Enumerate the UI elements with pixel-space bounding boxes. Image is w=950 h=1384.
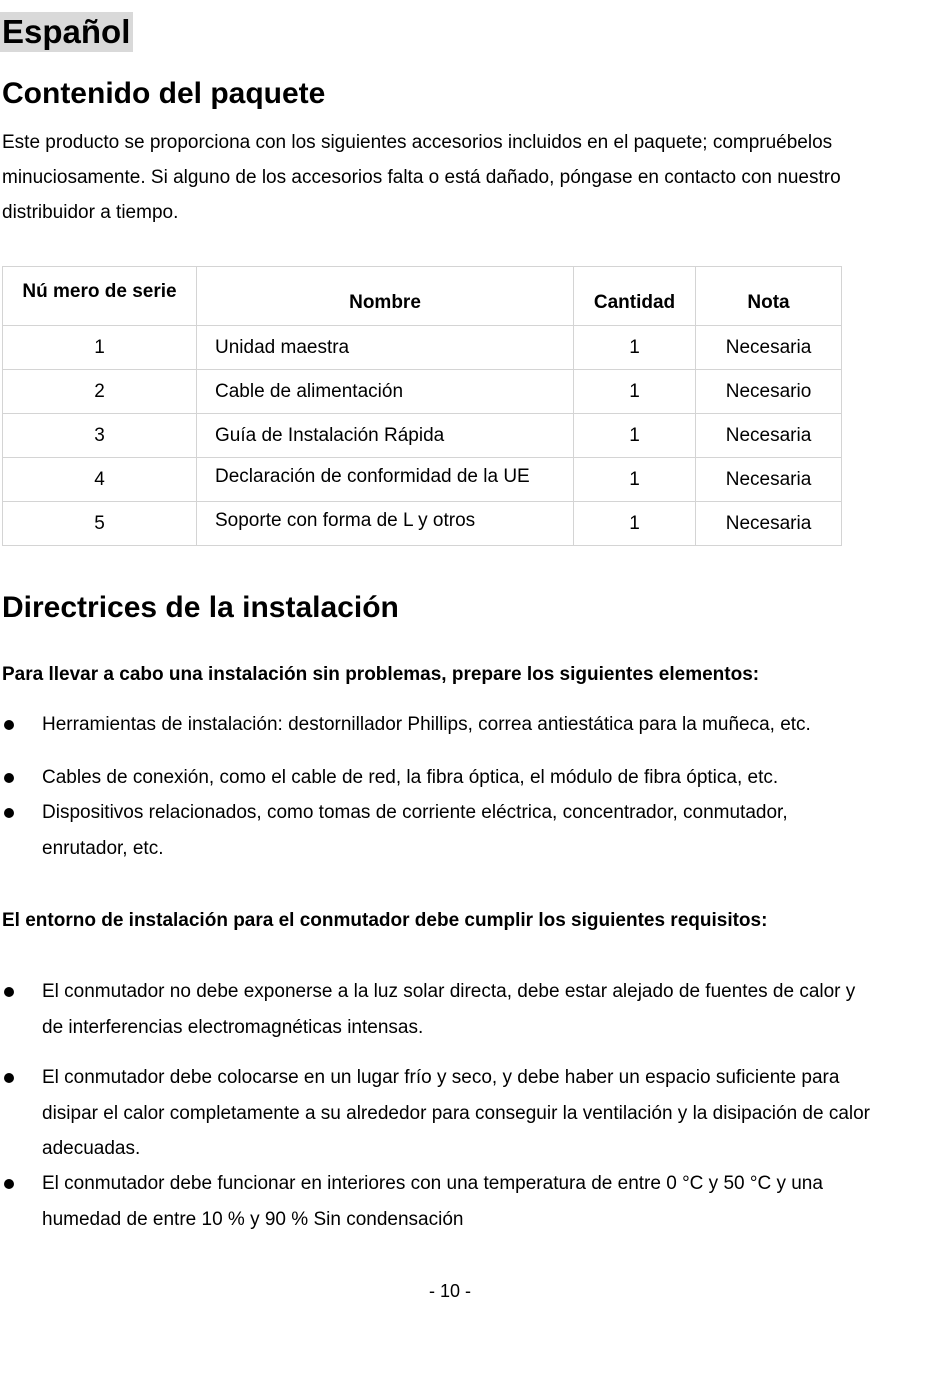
table-row <box>3 502 842 546</box>
table-row <box>3 326 842 370</box>
cell-note: Necesaria <box>696 502 842 546</box>
cell-note: Necesaria <box>696 458 842 502</box>
col-header-quantity: Cantidad <box>574 267 696 326</box>
package-heading: Contenido del paquete <box>2 77 326 110</box>
prep-item: Herramientas de instalación: destornillador Phillips, correa antiestática para la muñeca, etc. <box>42 714 811 735</box>
bullet-icon <box>4 808 14 818</box>
cell-quantity: 1 <box>574 458 696 502</box>
cell-note: Necesaria <box>696 414 842 458</box>
col-header-name: Nombre <box>197 267 574 326</box>
package-contents-table <box>2 266 842 546</box>
env-item: El conmutador no debe exponerse a la luz solar directa, debe estar alejado de fuentes de calor y de interferencias electromagnéticas intensas. <box>42 981 856 1038</box>
table-row <box>3 414 842 458</box>
table-header-row <box>3 267 842 326</box>
cell-serial: 4 <box>3 458 197 502</box>
cell-note: Necesaria <box>696 326 842 370</box>
cell-quantity: 1 <box>574 414 696 458</box>
cell-name: Unidad maestra <box>197 326 574 370</box>
env-item: El conmutador debe colocarse en un lugar frío y seco, y debe haber un espacio suficiente para disipar el calor completamente a su alrededor para conseguir la ventilación y la disipación de calor adecuadas. <box>42 1067 871 1159</box>
cell-serial: 5 <box>3 502 197 546</box>
cell-quantity: 1 <box>574 370 696 414</box>
cell-serial: 1 <box>3 326 197 370</box>
installation-heading: Directrices de la instalación <box>2 591 399 624</box>
bullet-icon <box>4 720 14 730</box>
language-label: Español <box>0 12 133 52</box>
bullet-icon <box>4 1179 14 1189</box>
cell-serial: 3 <box>3 414 197 458</box>
bullet-icon <box>4 1073 14 1083</box>
env-item: El conmutador debe funcionar en interiores con una temperatura de entre 0 °C y 50 °C y una humedad de entre 10 % y 90 % Sin condensación <box>42 1173 823 1230</box>
bullet-icon <box>4 773 14 783</box>
cell-quantity: 1 <box>574 326 696 370</box>
prep-title: Para llevar a cabo una instalación sin problemas, prepare los siguientes elementos: <box>2 664 760 685</box>
cell-name: Soporte con forma de L y otros <box>197 502 574 546</box>
page-number: - 10 - <box>428 1281 471 1301</box>
env-title: El entorno de instalación para el conmutador debe cumplir los siguientes requisitos: <box>2 910 768 931</box>
col-header-note: Nota <box>696 267 842 326</box>
col-header-serial: Nú mero de serie <box>3 267 197 326</box>
table-row <box>3 370 842 414</box>
cell-name: Cable de alimentación <box>197 370 574 414</box>
cell-name: Declaración de conformidad de la UE <box>197 458 574 502</box>
cell-quantity: 1 <box>574 502 696 546</box>
prep-item: Dispositivos relacionados, como tomas de corriente eléctrica, concentrador, conmutador, enrutador, etc. <box>42 802 788 859</box>
cell-note: Necesario <box>696 370 842 414</box>
prep-item: Cables de conexión, como el cable de red, la fibra óptica, el módulo de fibra óptica, etc. <box>42 767 779 788</box>
cell-serial: 2 <box>3 370 197 414</box>
bullet-icon <box>4 987 14 997</box>
table-row <box>3 458 842 502</box>
cell-name: Guía de Instalación Rápida <box>197 414 574 458</box>
package-intro: Este producto se proporciona con los siguientes accesorios incluidos en el paquete; compruébelos minuciosamente. Si alguno de los accesorios falta o está dañado, póngase en contacto con nuestro distribuidor a tiempo. <box>2 132 841 223</box>
